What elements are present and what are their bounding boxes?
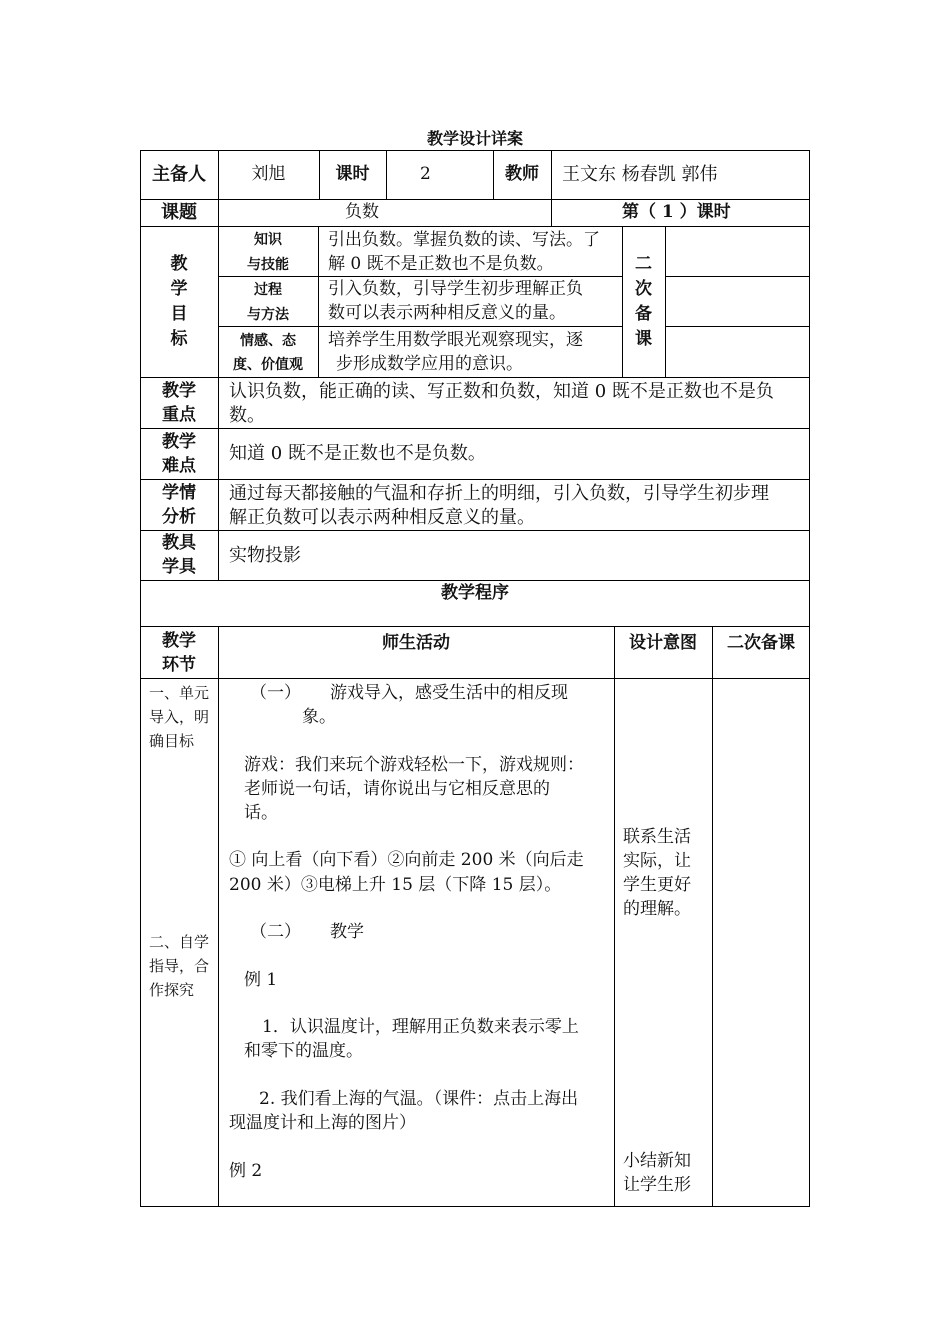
objectives-label-char: 目 — [170, 304, 188, 324]
activity-text: 1．认识温度计，理解用正负数来表示零上 — [262, 1017, 579, 1037]
column-header-stage: 教学 — [162, 631, 196, 651]
stage-line: 二、自学 — [149, 933, 210, 951]
document-title: 教学设计详案 — [426, 129, 523, 148]
teacher-label: 教师 — [505, 164, 539, 184]
objective-label-line: 与技能 — [247, 257, 289, 273]
activity-text: 游戏导入，感受生活中的相反现 — [330, 683, 568, 703]
key-points-label: 重点 — [162, 405, 196, 425]
intent-text: 联系生活 — [623, 827, 691, 847]
preparer-label: 主备人 — [152, 164, 206, 185]
second-prep-char: 课 — [635, 329, 652, 349]
stage-line: 确目标 — [149, 732, 195, 750]
activity-text: 200 米）③电梯上升 15 层（下降 15 层）。 — [229, 875, 562, 895]
activity-text: 象。 — [302, 707, 336, 727]
second-prep-cell — [713, 679, 809, 1206]
stage-line: 导入，明 — [149, 708, 210, 726]
student-analysis-label: 分析 — [162, 507, 196, 527]
difficulties-label: 教学 — [162, 432, 196, 452]
teacher-names: 王文东 杨春凯 郭伟 — [562, 164, 718, 185]
second-prep-char: 二 — [635, 254, 652, 274]
objectives-label-char: 标 — [170, 329, 188, 349]
intent-text: 让学生形 — [623, 1175, 691, 1195]
intent-text: 实际，让 — [623, 851, 691, 871]
activity-text: 老师说一句话，请你说出与它相反意思的 — [244, 779, 550, 799]
activity-text: 现温度计和上海的图片） — [229, 1113, 416, 1133]
stage-line: 指导，合 — [149, 957, 210, 975]
stage-line: 一、单元 — [149, 684, 210, 702]
column-header-intent: 设计意图 — [629, 633, 697, 653]
lesson-number: 第（ 1 ）课时 — [622, 202, 731, 222]
intent-text: 的理解。 — [623, 899, 691, 919]
activity-text: ① 向上看（向下看）②向前走 200 米（向后走 — [229, 850, 584, 870]
objective-text-line: 数可以表示两种相反意义的量。 — [328, 303, 566, 323]
topic-label: 课题 — [161, 202, 197, 223]
tools-label: 学具 — [162, 557, 196, 577]
objective-label-line: 与方法 — [247, 307, 289, 323]
intent-text: 小结新知 — [623, 1151, 691, 1171]
topic-value: 负数 — [345, 202, 379, 222]
objective-text-line: 步形成数学应用的意识。 — [336, 354, 523, 374]
activity-text: 游戏：我们来玩个游戏轻松一下，游戏规则： — [244, 755, 584, 775]
activity-text: 和零下的温度。 — [244, 1041, 363, 1061]
stage-line: 作探究 — [149, 981, 195, 999]
difficulties-label: 难点 — [162, 456, 196, 476]
objective-label-line: 过程 — [254, 282, 282, 298]
activity-section-number: （二） — [250, 922, 301, 942]
objective-label-line: 情感、态 — [240, 333, 296, 349]
activity-text: 话。 — [244, 803, 278, 823]
activity-text: 例 2 — [229, 1161, 263, 1181]
objective-text-line: 引入负数，引导学生初步理解正负 — [328, 279, 583, 299]
activity-text: 2. 我们看上海的气温。（课件：点击上海出 — [259, 1089, 579, 1109]
key-points-text: 认识负数，能正确的读、写正数和负数，知道 0 既不是正数也不是负 — [229, 381, 774, 402]
key-points-text: 数。 — [229, 405, 265, 426]
objectives-label-char: 学 — [170, 279, 188, 299]
tools-label: 教具 — [162, 533, 196, 553]
activity-section-number: （一） — [250, 683, 301, 703]
column-header-activity: 师生活动 — [382, 633, 450, 653]
period-label: 课时 — [335, 164, 370, 184]
key-points-label: 教学 — [162, 381, 196, 401]
objective-text-line: 引出负数。掌握负数的读、写法。了 — [328, 230, 600, 250]
second-prep-char: 备 — [635, 304, 652, 324]
objective-text-line: 解 0 既不是正数也不是负数。 — [328, 254, 554, 274]
column-header-stage: 环节 — [162, 655, 196, 675]
student-analysis-label: 学情 — [162, 483, 196, 503]
procedure-heading: 教学程序 — [441, 583, 509, 603]
objectives-label-char: 教 — [170, 254, 188, 274]
student-analysis-text: 通过每天都接触的气温和存折上的明细，引入负数，引导学生初步理 — [229, 483, 769, 504]
student-analysis-text: 解正负数可以表示两种相反意义的量。 — [229, 507, 535, 528]
activity-text: 例 1 — [244, 970, 278, 990]
objective-label-line: 知识 — [254, 232, 282, 248]
tools-text: 实物投影 — [229, 545, 301, 566]
column-header-second-prep: 二次备课 — [727, 633, 795, 653]
objective-label-line: 度、价值观 — [233, 357, 303, 373]
intent-text: 学生更好 — [623, 875, 691, 895]
difficulties-text: 知道 0 既不是正数也不是负数。 — [229, 443, 486, 464]
activity-text: 教学 — [330, 922, 364, 942]
preparer-name: 刘旭 — [251, 164, 286, 184]
period-value: 2 — [420, 164, 431, 184]
second-prep-char: 次 — [635, 279, 652, 299]
objective-text-line: 培养学生用数学眼光观察现实，逐 — [328, 330, 583, 350]
